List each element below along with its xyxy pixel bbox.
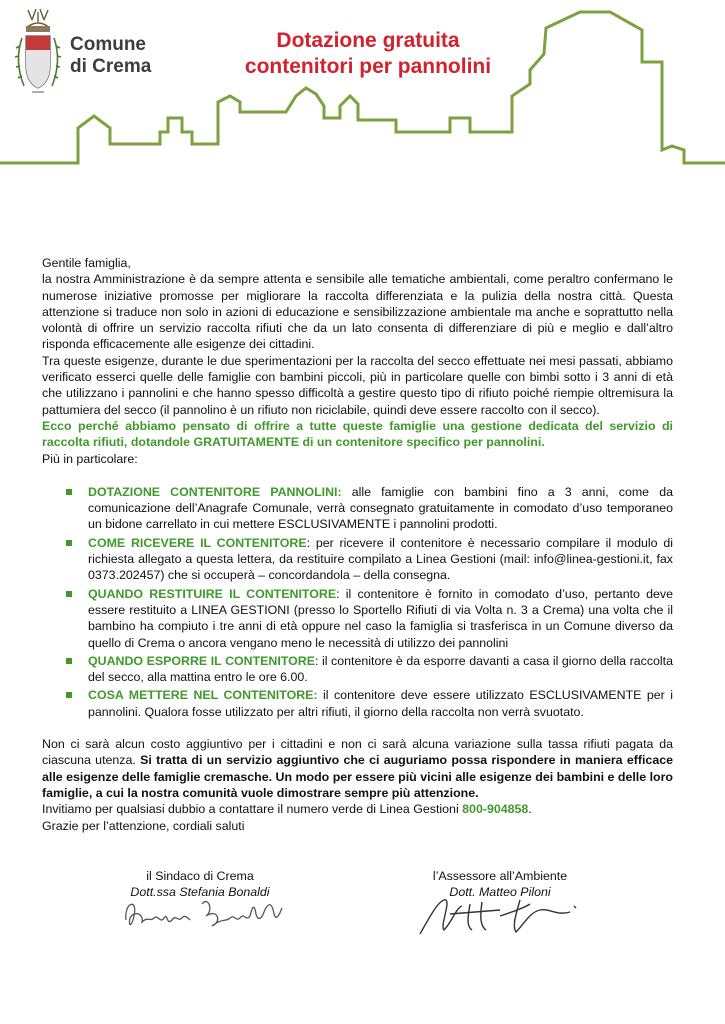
mayor-name: Dott.ssa Stefania Bonaldi bbox=[130, 885, 270, 899]
city-skyline-outline bbox=[0, 0, 725, 170]
list-item-label: COME RICEVERE IL CONTENITORE bbox=[88, 535, 307, 550]
paragraph-cost bbox=[42, 736, 673, 801]
councillor-role: l’Assessore all’Ambiente bbox=[432, 869, 568, 883]
bullet-square-icon bbox=[66, 658, 72, 664]
bullet-square-icon bbox=[66, 489, 72, 495]
crema-coat-of-arms-icon bbox=[12, 6, 64, 98]
greeting: Gentile famiglia, bbox=[42, 256, 131, 270]
councillor-handwritten-signature bbox=[400, 886, 600, 946]
paragraph-needs: Tra queste esigenze, durante le due sperimentazioni per la raccolta del secco effettuate nei mesi passati, abbiamo verificato esserci quelle delle famiglie con bambini piccoli, più in particolare quelle con bimbi sotto i 3 anni di età che utilizzano i pannolini e che hanno spesso difficoltà a gestire questo tipo di rifiuto poiché riempie oltremisura la pattumiera del secco (il pannolino è un rifiuto non riciclabile, quindi deve essere raccolto con il secco). bbox=[42, 353, 673, 417]
list-item-text: : il contenitore è da esporre davanti a casa il giorno della raccolta del secco, alla mattina entro le ore 6.00. bbox=[88, 653, 673, 685]
title-line1: Dotazione gratuita bbox=[276, 29, 460, 52]
toll-free-number: 800-904858 bbox=[462, 802, 529, 817]
title-line2: contenitori per pannolini bbox=[244, 55, 492, 78]
list-item-text: : il contenitore è fornito in comodato d’uso, pertanto deve essere restituito a LINEA GESTIONI (presso lo Sportello Rifiuti di via Volta n. 3 a Crema) una volta che il bambino ha compiuto i tre anni di età oppure nel caso la famiglia si trasferisca in un Comune diverso da quello di Crema o ancora vengano meno le necessità di utilizzo dei pannolini bbox=[88, 586, 673, 650]
list-item bbox=[42, 653, 673, 686]
list-item-text: alle famiglie con bambini fino a 3 anni, come da comunicazione dell’Anagrafe Comunale, verrà consegnato gratuitamente in comodato d’uso temporaneo un bidone carrellato in cui mettere ESCLUSIVAMENTE i pannolini prodotti. bbox=[88, 484, 673, 532]
mayor-handwritten-signature bbox=[118, 888, 298, 938]
list-item bbox=[42, 484, 673, 533]
paragraph-cost-bold: Si tratta di un servizio aggiuntivo che ci auguriamo possa rispondere in maniera efficace alle esigenze delle famiglie cremasche. Un modo per essere più vicini alle esigenze dei bambini e delle loro famiglie, a cui la nostra comunità vuole dimostrare sempre più attenzione. bbox=[42, 753, 673, 800]
list-item-text: il contenitore deve essere utilizzato ESCLUSIVAMENTE per i pannolini. Qualora fosse utilizzato per altri rifiuti, il giorno della raccolta non verrà svuotato. bbox=[88, 688, 673, 719]
mayor-role: il Sindaco di Crema bbox=[146, 869, 254, 883]
list-item-label: QUANDO RESTITUIRE IL CONTENITORE bbox=[88, 586, 337, 601]
paragraph-contact bbox=[42, 801, 673, 817]
closing: Grazie per l’attenzione, cordiali saluti bbox=[42, 818, 245, 833]
list-item bbox=[42, 687, 673, 720]
comune-name bbox=[70, 34, 151, 78]
list-item-label: DOTAZIONE CONTENITORE PANNOLINI: bbox=[88, 484, 342, 499]
paragraph-intro: la nostra Amministrazione è da sempre attenta e sensibile alle tematiche ambientali, come peraltro confermano le numerose iniziative promosse per migliorare la raccolta differenziata e la pulizia della nostra città. Questa attenzione si traduce non solo in azioni di educazione e sensibilizzazione ambientale ma anche e soprattutto nella volontà di offrire un servizio raccolta rifiuti che da un lato consenta di differenziare di più e meglio e dall’altro risponda efficacemente alle esigenze dei cittadini. bbox=[42, 272, 673, 352]
paragraph-highlight: Ecco perché abbiamo pensato di offrire a tutte queste famiglie una gestione dedicata del servizio di raccolta rifiuti, dotandole GRATUITAMENTE di un contenitore specifico per pannolini. bbox=[42, 418, 673, 450]
bullet-square-icon bbox=[66, 692, 72, 698]
bullet-square-icon bbox=[66, 591, 72, 597]
list-item-text: : per ricevere il contenitore è necessario compilare il modulo di richiesta allegato a questa lettera, da restituire compilato a Linea Gestioni (mail: info@linea-gestioni.it, fax 0373.202457) che si occuperà – concordandola – della consegna. bbox=[88, 535, 673, 583]
signatures-block bbox=[0, 868, 725, 1018]
bullet-square-icon bbox=[66, 540, 72, 546]
list-item-label: QUANDO ESPORRE IL CONTENITORE bbox=[88, 653, 316, 668]
comune-name-line2: di Crema bbox=[70, 56, 152, 77]
paragraph-details-intro: Più in particolare: bbox=[42, 451, 138, 466]
document-title bbox=[218, 28, 518, 80]
comune-name-line1: Comune bbox=[70, 34, 146, 55]
service-details-list bbox=[42, 484, 673, 720]
list-item bbox=[42, 535, 673, 584]
letterhead bbox=[0, 0, 725, 170]
councillor-name: Dott. Matteo Piloni bbox=[449, 885, 551, 899]
letter-body bbox=[42, 255, 673, 834]
paragraph-cost-text: Non ci sarà alcun costo aggiuntivo per i cittadini e non ci sarà alcuna variazione sulla tassa rifiuti pagata da ciascuna utenza. bbox=[42, 737, 673, 768]
list-item bbox=[42, 586, 673, 651]
contact-text: Invitiamo per qualsiasi dubbio a contattare il numero verde di Linea Gestioni bbox=[42, 802, 463, 817]
contact-end: . bbox=[528, 802, 532, 817]
list-item-label: COSA METTERE NEL CONTENITORE: bbox=[88, 688, 318, 703]
